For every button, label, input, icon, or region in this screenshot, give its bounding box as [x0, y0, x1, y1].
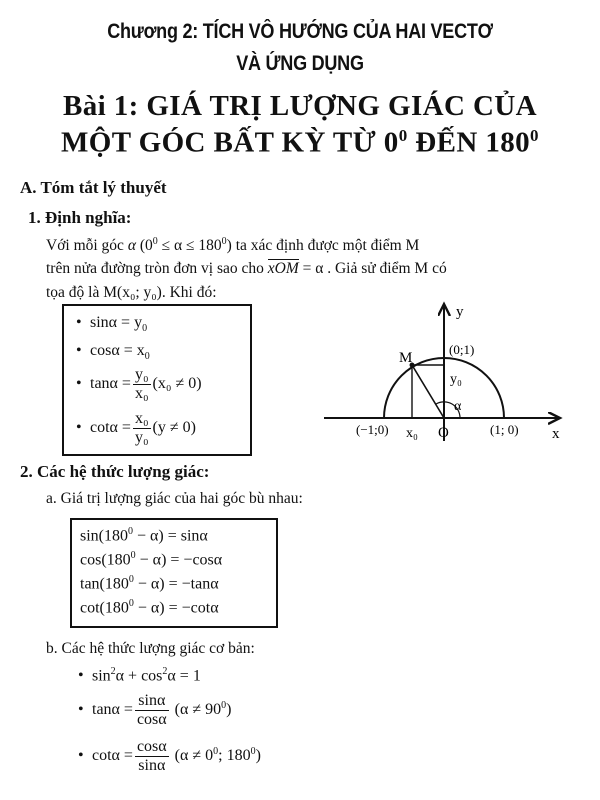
def-sin: • $\sin\alpha = y_0$ — [76, 314, 148, 335]
def-cos: • $\cos\alpha = x_0$ — [76, 342, 150, 363]
x-axis-label: x — [552, 426, 560, 442]
unit-circle-figure — [320, 296, 590, 446]
bullet-icon: • — [78, 747, 84, 765]
basic-identities-title: b. Các hệ thức lượng giác cơ bản: — [46, 640, 255, 657]
y-axis-label: y — [456, 304, 464, 320]
identity-pythagorean: • $\sin^2\alpha + \cos^2\alpha = 1$ — [78, 666, 201, 685]
chapter-title-line2: VÀ ỨNG DỤNG — [236, 52, 364, 75]
paragraph-line-3: tọa độ là M(x₀; y₀). Khi đó: — [46, 284, 217, 301]
supp-tan: $\tan(180^0 - \alpha) = -\tan\alpha$ — [80, 574, 219, 593]
supplementary-title: a. Giá trị lượng giác của hai góc bù nhau: — [46, 490, 303, 507]
lesson-title-line1: Bài 1: GIÁ TRỊ LƯỢNG GIÁC CỦA — [62, 90, 538, 122]
def-tan: • tanα = $\frac{\text{y₀}}{\text{x₀}}$ (x₀ ≠ 0) — [76, 366, 202, 402]
supp-cos: $\cos(180^0 - \alpha) = -\cos\alpha$ — [80, 550, 223, 569]
top-point-label: (0;1) — [449, 342, 475, 357]
y0-label: y₀ — [450, 372, 462, 387]
section-a-title: A. Tóm tắt lý thuyết — [20, 178, 167, 197]
def-cot: • cotα = $\frac{\text{x₀}}{\text{y₀}}$ (y ≠ 0) — [76, 410, 196, 446]
chapter-title-line1: Chương 2: TÍCH VÔ HƯỚNG CỦA HAI VECTƠ — [107, 20, 493, 43]
section-2-title: 2. Các hệ thức lượng giác: — [20, 462, 210, 481]
supp-cot: $\cot(180^0 - \alpha) = -\cot\alpha$ — [80, 598, 219, 617]
identity-cot: • cotα = $\frac{\cos\alpha}{\sin\alpha}$ ($\alpha \ne 0^0$; $180^0$) — [78, 738, 261, 774]
point-m-label: M — [399, 350, 413, 366]
lesson-title-line2: MỘT GÓC BẤT KỲ TỪ $0^0$ ĐẾN $180^0$ — [61, 126, 539, 159]
x0-label: x₀ — [406, 426, 418, 441]
supplementary-box — [70, 518, 278, 628]
bullet-icon: • — [76, 342, 82, 359]
definition-box — [62, 304, 252, 456]
left-point-label: (−1;0) — [356, 422, 389, 437]
bullet-icon: • — [76, 375, 82, 393]
right-point-label: (1; 0) — [490, 422, 519, 437]
bullet-icon: • — [78, 701, 84, 719]
bullet-icon: • — [78, 667, 84, 685]
bullet-icon: • — [76, 314, 82, 331]
definition-title: 1. Định nghĩa: — [28, 208, 132, 227]
alpha-label: α — [454, 399, 462, 414]
radius-om — [412, 365, 444, 418]
origin-label: O — [438, 425, 449, 441]
bullet-icon: • — [76, 419, 82, 437]
paragraph-line-2: trên nửa đường tròn đơn vị sao cho xOM = α . Giả sử điểm M có — [46, 260, 447, 277]
identity-tan: • tanα = $\frac{\sin\alpha}{\cos\alpha}$ $(\alpha \ne 90^0)$ — [78, 692, 232, 728]
angle-xom: xOM — [267, 260, 299, 277]
paragraph-line-1: Với mỗi góc α $(0^0 \le \alpha \le 180^0)$ ta xác định được một điểm M — [46, 236, 420, 255]
supp-sin: $\sin(180^0 - \alpha) = \sin\alpha$ — [80, 526, 208, 545]
